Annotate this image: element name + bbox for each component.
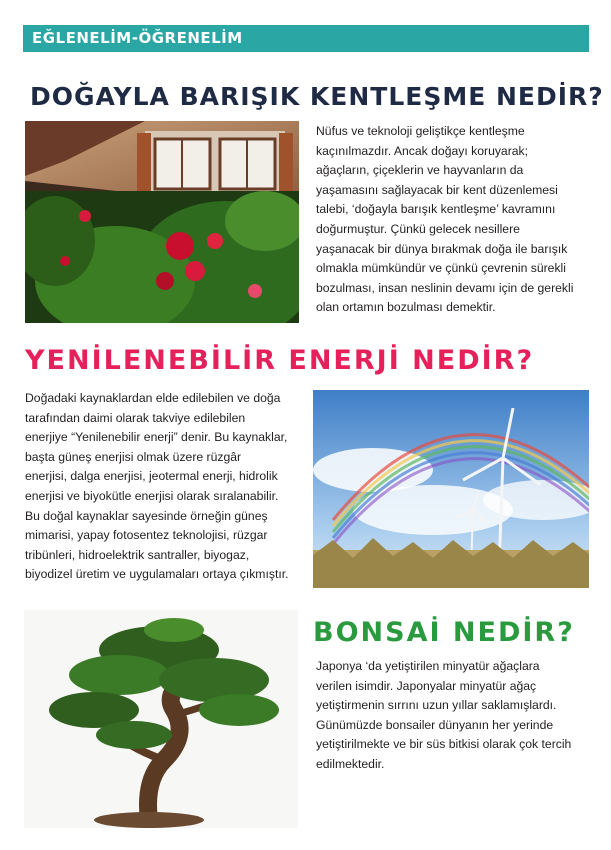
text-line: enerjisi, dalga enerjisi, jeotermal enerji, hidrolik [25, 469, 278, 484]
text-line: mimarisi, yapay fotosentez teknolojisi, rüzgar [25, 528, 268, 543]
section-header-bar [23, 25, 589, 52]
text-line: biyodizel üretim ve uygulamaları ortaya çıkmıştır. [25, 567, 289, 582]
heading-renewable-energy: YENİLENEBİLİR ENERJİ NEDİR? [25, 345, 535, 376]
text-line: doğurmuştur. Çünkü gelecek nesillere [316, 221, 520, 236]
text-line: ağaçların, çiçeklerin ve hayvanların da [316, 163, 524, 178]
text-line: Japonya ‘da yetiştirilen minyatür ağaçlara [316, 659, 540, 673]
text-line: olmakla mümkündür ve çünkü çevrenin sürekli [316, 261, 566, 276]
text-line: tarafından daimi olarak takviye edilebilen [25, 410, 246, 425]
text-line: Bu doğal kaynaklar sayesinde örneğin güneş [25, 508, 268, 523]
text-line: enerjisi ve biyokütle enerjisi olarak sıralanabilir. [25, 488, 279, 503]
renewable-energy-text [25, 389, 315, 585]
text-line: başta güneş enerjisi olmak üzere rüzgâr [25, 449, 242, 464]
text-line: Günümüzde bonsailer dünyanın her yerinde [316, 717, 554, 732]
bonsai-tree-photo [24, 610, 298, 828]
text-line: enerjiye “Yenilenebilir enerji” denir. Bu kaynaklar, [25, 430, 288, 445]
text-line: yetiştirilmekte ve bir süs bitkisi olarak çok tercih [316, 737, 572, 752]
text-line: yetiştirmenin sırrını uzun yıllar saklamışlardı. [316, 698, 557, 713]
text-line: olan ortamın bozulması demektir. [316, 300, 496, 315]
text-line: tribünleri, hidroelektrik santraller, biyogaz, [25, 547, 250, 562]
heading-urbanization: DOĞAYLA BARIŞIK KENTLEŞME NEDİR? [30, 82, 604, 111]
text-line: bozulması, insan neslinin devamı için de gerekli [316, 280, 574, 295]
text-line: kaçınılmazdır. Ancak doğayı koruyarak; [316, 143, 529, 158]
wind-turbines-rainbow-photo [313, 390, 589, 588]
text-line: verilen isimdir. Japonyalar minyatür ağaç [316, 678, 537, 693]
urbanization-text [316, 122, 596, 318]
text-line: talebi, ‘doğayla barışık kentleşme’ kavramını [316, 202, 556, 217]
bonsai-text [316, 657, 596, 775]
heading-bonsai: BONSAİ NEDİR? [313, 617, 575, 648]
house-with-flowers-photo [25, 121, 299, 323]
text-line: yaşanacak bir dünya bırakmak doğa ile barışık [316, 241, 568, 256]
text-line: edilmektedir. [316, 756, 385, 771]
text-line: Nüfus ve teknoloji geliştikçe kentleşme [316, 124, 525, 138]
header-title: EĞLENELİM-ÖĞRENELİM [32, 29, 243, 47]
text-line: Doğadaki kaynaklardan elde edilebilen ve doğa [25, 391, 281, 405]
text-line: yaşamasını sağlayacak bir kent düzenlemesi [316, 182, 558, 197]
